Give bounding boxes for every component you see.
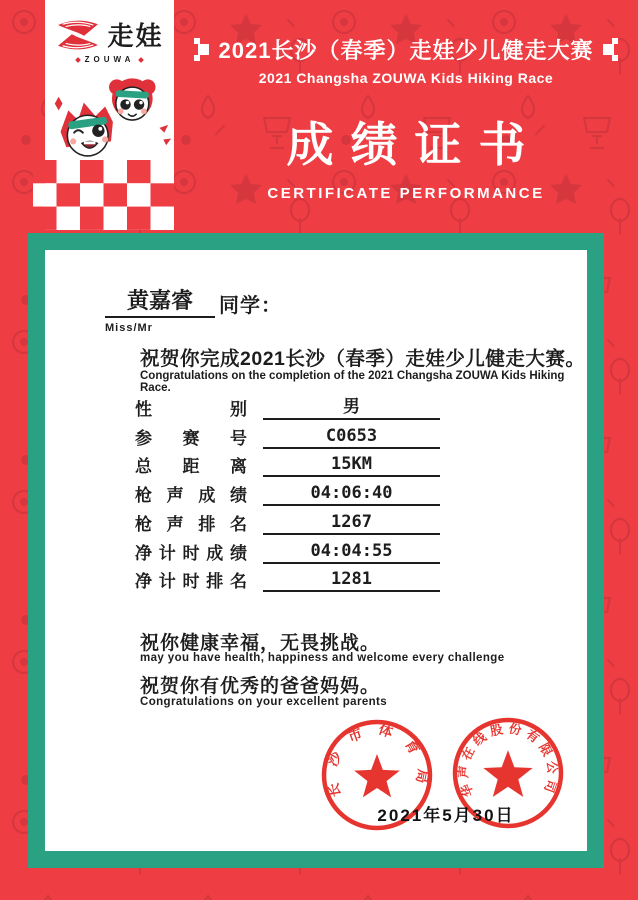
logo-dot-icon: [75, 57, 81, 63]
stamp-left-text: 长沙市体育局: [322, 720, 432, 799]
wish1-en: may you have health, happiness and welcome every challenge: [140, 652, 505, 664]
certificate-title-zh: 成绩证书: [286, 118, 543, 171]
congrats-en: Congratulations on the completion of the 2021 Changsha ZOUWA Kids Hiking Race.: [140, 370, 565, 394]
race-title-zh: 2021长沙（春季）走娃少儿健走大赛: [218, 38, 594, 63]
field-row-net-time: 净计时成绩 04:04:55: [135, 540, 440, 564]
recipient-name: 黄嘉睿: [126, 288, 193, 314]
field-row-net-rank: 净计时排名 1281: [135, 568, 440, 592]
field-row-gun-rank: 枪声排名 1267: [135, 511, 440, 535]
stamp-right-text: 华声在线股份有限公司: [456, 721, 560, 799]
checkerboard-decoration: [33, 160, 174, 230]
wish2-zh: 祝贺你有优秀的爸爸妈妈。: [140, 676, 381, 697]
wish2-en: Congratulations on your excellent parents: [140, 696, 388, 708]
pixel-bracket-right-icon: [603, 38, 618, 61]
name-caption: Miss/Mr: [105, 322, 153, 334]
field-row-bib: 参赛号 C0653: [135, 425, 440, 449]
logo-text-zh: 走娃: [107, 21, 164, 51]
wish1-zh: 祝你健康幸福，无畏挑战。: [140, 633, 381, 654]
certificate-paper: [45, 250, 587, 851]
zouwa-logo: [45, 16, 174, 53]
certificate-date: 2021年5月30日: [377, 806, 515, 825]
field-row-gender: 性别 男: [135, 396, 440, 420]
certificate-frame: [28, 233, 604, 868]
race-title-en: 2021 Changsha ZOUWA Kids Hiking Race: [258, 70, 554, 86]
certificate-title-en: CERTIFICATE PERFORMANCE: [267, 185, 545, 202]
pixel-bracket-left-icon: [194, 38, 209, 61]
field-row-gun-time: 枪声成绩 04:06:40: [135, 482, 440, 506]
logo-dot-icon: [139, 57, 145, 63]
header: [174, 0, 638, 202]
congrats-zh: 祝贺你完成2021长沙（春季）走娃少儿健走大赛。: [140, 348, 586, 370]
field-row-distance: 总距离 15KM: [135, 453, 440, 477]
official-stamps: [45, 250, 587, 851]
zouwa-swoosh-icon: [55, 17, 101, 53]
salutation: 同学：: [219, 295, 282, 317]
logo-text-en: ZOUWA: [45, 55, 174, 64]
